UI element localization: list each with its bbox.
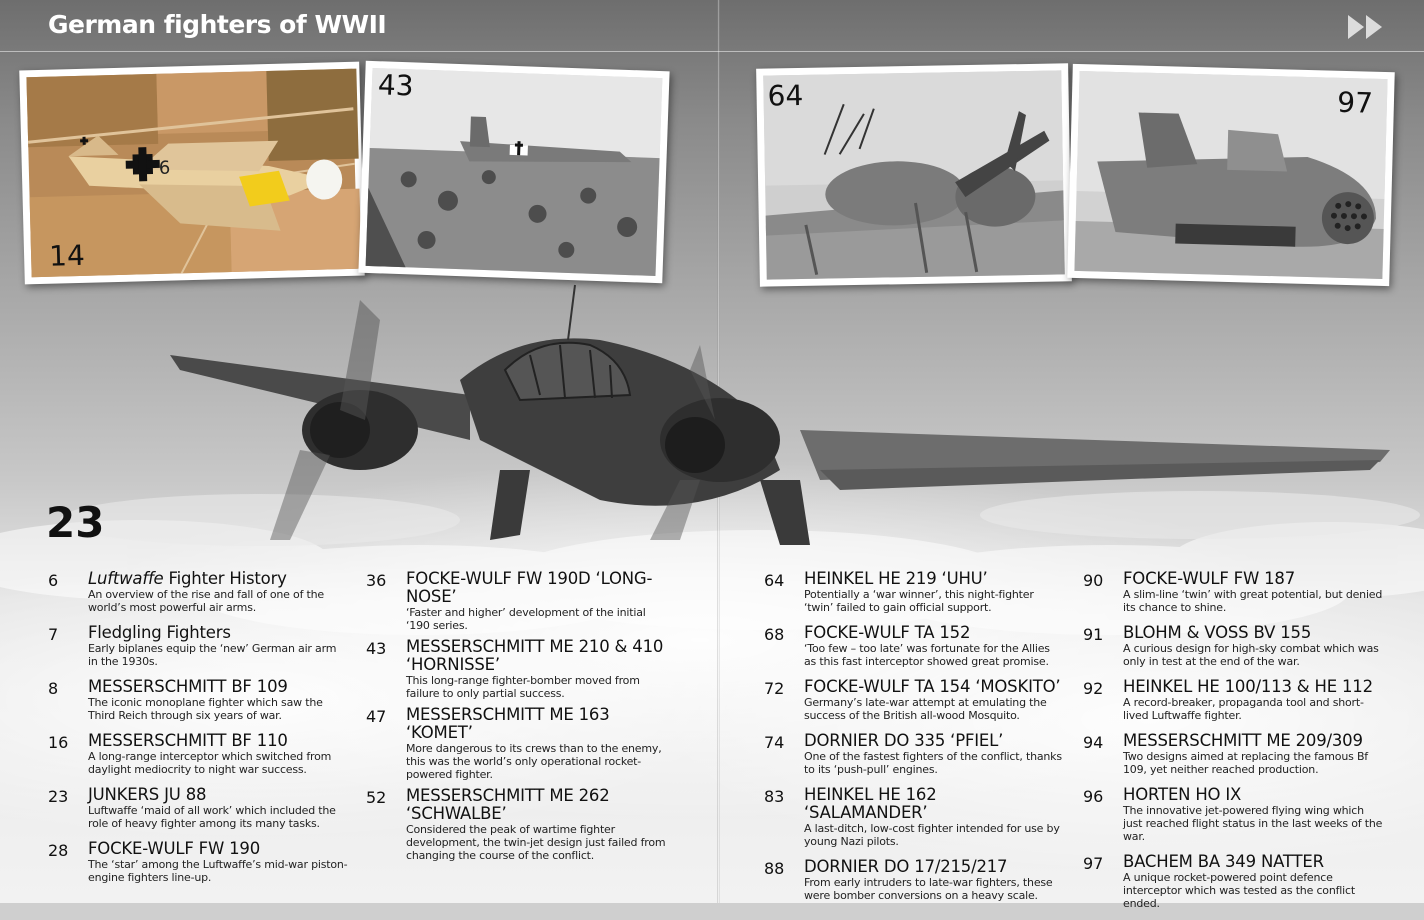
entry-description: A long-range interceptor which switched from daylight mediocrity to night war success. [88,750,332,776]
contents-entry [764,678,1064,722]
contents-entry [764,624,1064,668]
entry-page-number: 90 [1083,571,1104,590]
entry-page-number: 64 [764,571,785,590]
title-rule [0,51,1424,52]
entry-title [406,570,666,606]
entry-description: More dangerous to its crews than to the enemy, this was the world’s only operational rocket-powered fighter. [406,742,662,781]
entry-title [1123,570,1383,588]
entry-title [1123,624,1383,642]
contents-entry [48,840,348,884]
entry-page-number: 97 [1083,854,1104,873]
entry-title-text: JUNKERS JU 88 [88,785,207,804]
contents-entry [366,638,666,700]
entry-title-text: DORNIER DO 17/215/217 [804,857,1008,876]
entry-title-text: HORTEN HO IX [1123,785,1242,804]
contents-entry [1083,853,1383,910]
contents-column-2 [366,570,666,868]
entry-title-italic: Luftwaffe [88,569,164,588]
entry-page-number: 36 [366,571,387,590]
entry-page-number: 8 [48,679,59,698]
entry-title [88,840,348,858]
entry-title-text: MESSERSCHMITT BF 109 [88,677,288,696]
entry-title [88,786,348,804]
contents-entry [48,732,348,776]
entry-description: A last-ditch, low-cost fighter intended for use by young Nazi pilots. [804,822,1060,848]
entry-title-text: FOCKE-WULF TA 154 ‘MOSKITO’ [804,677,1061,696]
contents-column-1 [48,570,348,894]
entry-page-number: 83 [764,787,785,806]
entry-page-number: 72 [764,679,785,698]
he219-image [763,70,1065,279]
entry-description: This long-range fighter-bomber moved from failure to only partial success. [406,674,640,700]
entry-description: Early biplanes equip the ‘new’ German air arm in the 1930s. [88,642,337,668]
entry-description: From early intruders to late-war fighters, these were bomber conversions on a heavy scale. [804,876,1053,902]
entry-page-number: 6 [48,571,59,590]
entry-page-number: 94 [1083,733,1104,752]
contents-entry [1083,678,1383,722]
entry-description: One of the fastest fighters of the conflict, thanks to its ‘push-pull’ engines. [804,750,1062,776]
entry-page-number: 91 [1083,625,1104,644]
contents-entry [764,732,1064,776]
entry-description: A slim-line ‘twin’ with great potential, but denied its chance to shine. [1123,588,1383,614]
contents-entry [48,570,348,614]
contents-column-3 [764,570,1064,912]
entry-title [804,624,1064,642]
photo-page-number: 64 [767,78,804,113]
entry-title-text: FOCKE-WULF FW 187 [1123,569,1295,588]
entry-title-text: Fighter History [163,569,287,588]
entry-description: The innovative jet-powered flying wing which just reached flight status in the last weeks of the war. [1123,804,1383,843]
entry-description: The iconic monoplane fighter which saw the Third Reich through six years of war. [88,696,323,722]
entry-title-text: FOCKE-WULF FW 190D ‘LONG-NOSE’ [406,569,653,606]
entry-page-number: 74 [764,733,785,752]
photo-bf109 [19,62,364,285]
entry-description: A curious design for high-sky combat which was only in test at the end of the war. [1123,642,1379,668]
photo-he219 [756,63,1072,286]
entry-description: A unique rocket-powered point defence interceptor which was tested as the conflict ended. [1123,871,1355,910]
contents-entry [366,787,666,862]
contents-entry [1083,786,1383,843]
entry-title [804,570,1064,588]
entry-description: An overview of the rise and fall of one of the world’s most powerful air arms. [88,588,325,614]
contents-entry [366,570,666,632]
entry-title [88,624,348,642]
entry-page-number: 92 [1083,679,1104,698]
entry-title [1123,786,1383,804]
entry-page-number: 43 [366,639,387,658]
entry-page-number: 23 [48,787,69,806]
entry-description: The ‘star’ among the Luftwaffe’s mid-war piston-engine fighters line-up. [88,858,348,884]
entry-title-text: HEINKEL HE 100/113 & HE 112 [1123,677,1373,696]
entry-title [406,706,666,742]
entry-title [1123,732,1383,750]
contents-entry [48,624,348,668]
contents-entry [1083,570,1383,614]
contents-column-4 [1083,570,1383,920]
entry-description: A record-breaker, propaganda tool and short-lived Luftwaffe fighter. [1123,696,1364,722]
entry-page-number: 28 [48,841,69,860]
entry-title-text: MESSERSCHMITT ME 262 ‘SCHWALBE’ [406,786,610,823]
contents-entry [1083,732,1383,776]
double-chevron-right-icon [1346,12,1390,42]
entry-title-text: BLOHM & VOSS BV 155 [1123,623,1312,642]
entry-description: Luftwaffe ‘maid of all work’ which included the role of heavy fighter among its many tasks. [88,804,336,830]
entry-title [804,732,1064,750]
entry-description: Germany’s late-war attempt at emulating the success of the British all-wood Mosquito. [804,696,1047,722]
entry-description: Potentially a ‘war winner’, this night-fighter ‘twin’ failed to gain official support. [804,588,1034,614]
page-title: German fighters of WWII [48,10,387,39]
entry-title [406,638,666,674]
entry-description: ‘Faster and higher’ development of the initial ‘190 series. [406,606,646,632]
entry-title-text: MESSERSCHMITT ME 163 ‘KOMET’ [406,705,610,742]
contents-entry [48,786,348,830]
contents-entry [764,786,1064,848]
photo-natter [1067,64,1394,286]
entry-page-number: 88 [764,859,785,878]
entry-title [406,787,666,823]
entry-title-text: Fledgling Fighters [88,623,231,642]
photo-page-number: 43 [377,68,415,103]
entry-description: Considered the peak of wartime fighter development, the twin-jet design just failed from changing the course of the conflict. [406,823,666,862]
contents-entry [1083,624,1383,668]
entry-title-text: DORNIER DO 335 ‘PFIEL’ [804,731,1004,750]
entry-title [88,732,348,750]
entry-title [804,858,1064,876]
entry-title [804,678,1064,696]
contents-entry [764,570,1064,614]
svg-text:6: 6 [158,157,171,179]
entry-title-text: MESSERSCHMITT BF 110 [88,731,288,750]
ju88-aircraft-image [0,280,1424,570]
entry-title-text: HEINKEL HE 219 ‘UHU’ [804,569,988,588]
entry-page-number: 7 [48,625,59,644]
contents-entry [48,678,348,722]
entry-description: Two designs aimed at replacing the famous Bf 109, yet neither reached production. [1123,750,1368,776]
entry-title [1123,853,1383,871]
entry-page-number: 96 [1083,787,1104,806]
entry-title-text: BACHEM BA 349 NATTER [1123,852,1324,871]
entry-title-text: FOCKE-WULF FW 190 [88,839,260,858]
entry-title [88,678,348,696]
entry-title [1123,678,1383,696]
entry-title [88,570,348,588]
entry-page-number: 47 [366,707,387,726]
entry-page-number: 16 [48,733,69,752]
entry-page-number: 52 [366,788,387,807]
contents-entry [764,858,1064,902]
photo-me410 [358,61,669,283]
photo-page-number: 14 [48,238,86,273]
photo-page-number: 97 [1336,85,1374,120]
entry-title-text: MESSERSCHMITT ME 209/309 [1123,731,1363,750]
entry-title-text: HEINKEL HE 162 ‘SALAMANDER’ [804,785,937,822]
contents-entry [366,706,666,781]
entry-title-text: FOCKE-WULF TA 152 [804,623,971,642]
entry-title [804,786,1064,822]
entry-title-text: MESSERSCHMITT ME 210 & 410 ‘HORNISSE’ [406,637,664,674]
entry-page-number: 68 [764,625,785,644]
feature-page-number: 23 [46,498,105,547]
entry-description: ‘Too few – too late’ was fortunate for the Allies as this fast interceptor showed great promise. [804,642,1050,668]
